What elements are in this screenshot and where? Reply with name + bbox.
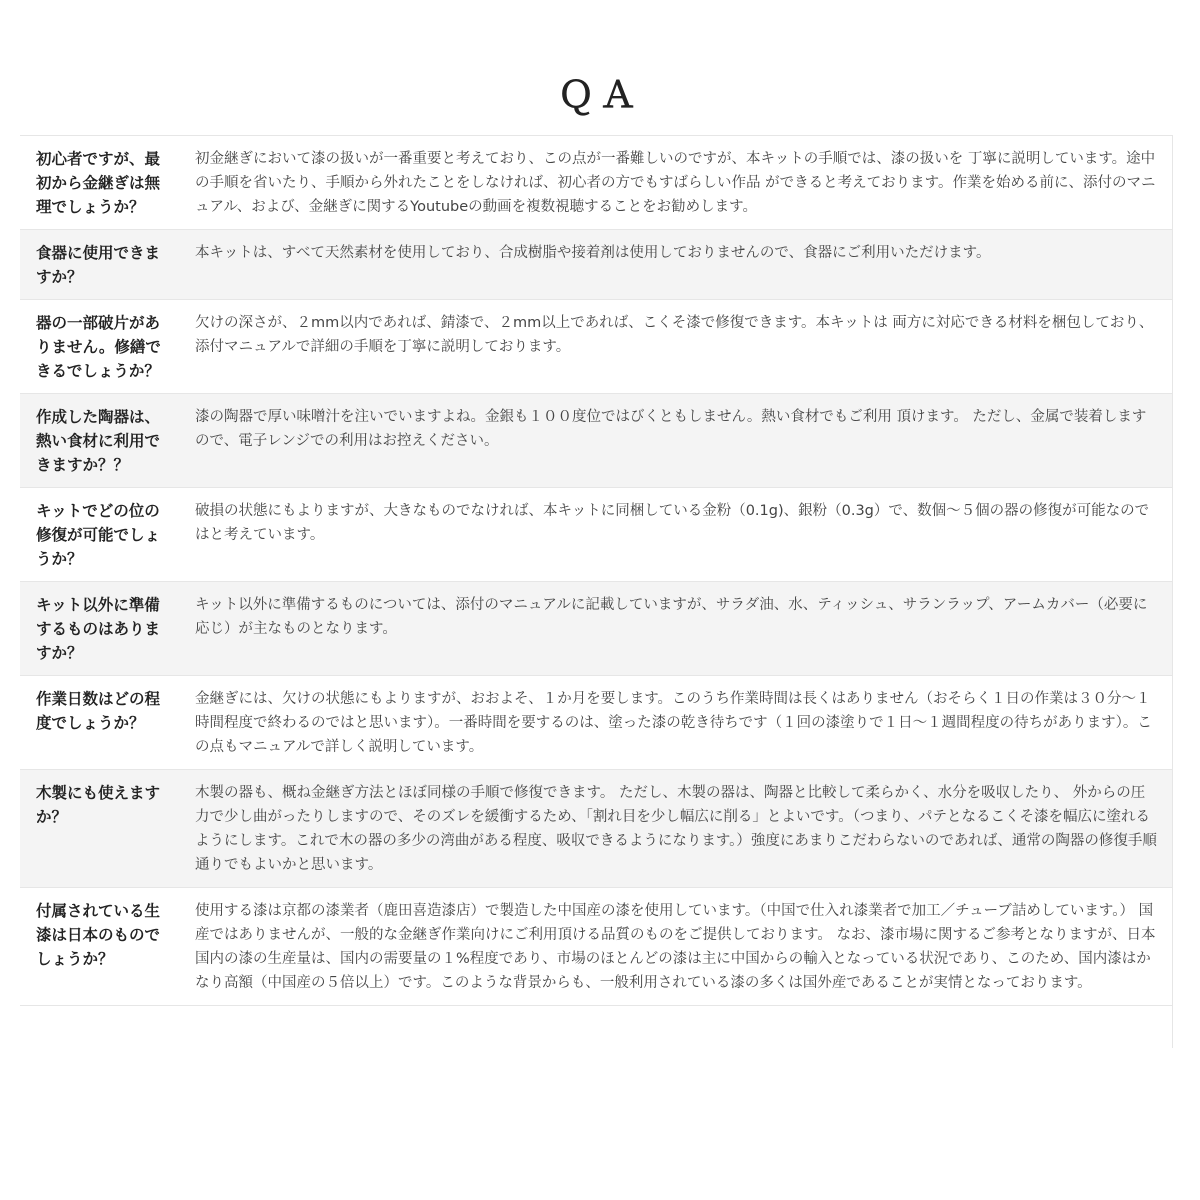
answer-cell: 初金継ぎにおいて漆の扱いが一番重要と考えており、この点が一番難しいのですが、本キットの手順では、漆の扱いを 丁寧に説明しています。途中の手順を省いたり、手順から外れたことをしなければ、初心者の方でもすばらしい作品 ができると考えております。作業を始める前に、添付のマニュアル、および、金継ぎに関するYoutubeの動画を複数視聴することをお勧めします。: [175, 136, 1173, 230]
qa-table: [20, 135, 1173, 1006]
answer-cell: 本キットは、すべて天然素材を使用しており、合成樹脂や接着剤は使用しておりませんので、食器にご利用いただけます。: [175, 230, 1173, 300]
qa-row: [20, 770, 1173, 888]
qa-row: [20, 888, 1173, 1006]
qa-row: [20, 136, 1173, 230]
answer-cell: 金継ぎには、欠けの状態にもよりますが、おおよそ、１か月を要します。このうち作業時間は長くはありません（おそらく１日の作業は３０分～１時間程度で終わるのではと思います）。一番時間を要するのは、塗った漆の乾き待ちです（１回の漆塗りで１日～１週間程度の待ちがあります）。この点もマニュアルで詳しく説明しています。: [175, 676, 1173, 770]
qa-row: [20, 676, 1173, 770]
answer-cell: 使用する漆は京都の漆業者（鹿田喜造漆店）で製造した中国産の漆を使用しています。（中国で仕入れ漆業者で加工／チューブ詰めしています。） 国産ではありませんが、一般的な金継ぎ作業向けにご利用頂ける品質のものをご提供しております。 なお、漆市場に関するご参考となりますが、日本国内の漆の生産量は、国内の需要量の１%程度であり、市場のほとんどの漆は主に中国からの輸入となっている状況であり、このため、国内漆はかなり高額（中国産の５倍以上）です。このような背景からも、一般利用されている漆の多くは国外産であることが実情となっております。: [175, 888, 1173, 1006]
question-cell: 食器に使用できますか？: [20, 230, 175, 300]
question-cell: 作業日数はどの程度でしょうか？: [20, 676, 175, 770]
question-cell: 作成した陶器は、熱い食材に利用できますか？？: [20, 394, 175, 488]
table-right-border: [1172, 135, 1173, 1048]
question-cell: 付属されている生漆は日本のものでしょうか？: [20, 888, 175, 1006]
answer-cell: 漆の陶器で厚い味噌汁を注いでいますよね。金銀も１００度位ではびくともしません。熱い食材でもご利用 頂けます。 ただし、金属で装着しますので、電子レンジでの利用はお控えください。: [175, 394, 1173, 488]
qa-row: [20, 300, 1173, 394]
answer-cell: キット以外に準備するものについては、添付のマニュアルに記載していますが、サラダ油、水、ティッシュ、サランラップ、アームカバー（必要に応じ）が主なものとなります。: [175, 582, 1173, 676]
question-cell: キットでどの位の修復が可能でしょうか？: [20, 488, 175, 582]
question-cell: キット以外に準備するものはありますか？: [20, 582, 175, 676]
answer-cell: 破損の状態にもよりますが、大きなものでなければ、本キットに同梱している金粉（0.1g)、銀粉（0.3g）で、数個～５個の器の修復が可能なのではと考えています。: [175, 488, 1173, 582]
qa-row: [20, 582, 1173, 676]
qa-row: [20, 230, 1173, 300]
answer-cell: 木製の器も、概ね金継ぎ方法とほぼ同様の手順で修復できます。 ただし、木製の器は、陶器と比較して柔らかく、水分を吸収したり、 外からの圧力で少し曲がったりしますので、そのズレを緩衝するため、「割れ目を少し幅広に削る」とよいです。（つまり、パテとなるこくそ漆を幅広に塗れるようにします。これで木の器の多少の湾曲がある程度、吸収できるようになります。）強度にあまりこだわらないのであれば、通常の陶器の修復手順 通りでもよいかと思います。: [175, 770, 1173, 888]
qa-row: [20, 488, 1173, 582]
question-cell: 器の一部破片がありません。修繕できるでしょうか？: [20, 300, 175, 394]
question-cell: 初心者ですが、最初から金継ぎは無理でしょうか？: [20, 136, 175, 230]
question-cell: 木製にも使えますか？: [20, 770, 175, 888]
answer-cell: 欠けの深さが、２mm以内であれば、錆漆で、２mm以上であれば、こくそ漆で修復できます。本キットは 両方に対応できる材料を梱包しており、添付マニュアルで詳細の手順を丁寧に説明しております。: [175, 300, 1173, 394]
qa-row: [20, 394, 1173, 488]
page-title: ＱＡ: [557, 75, 642, 116]
